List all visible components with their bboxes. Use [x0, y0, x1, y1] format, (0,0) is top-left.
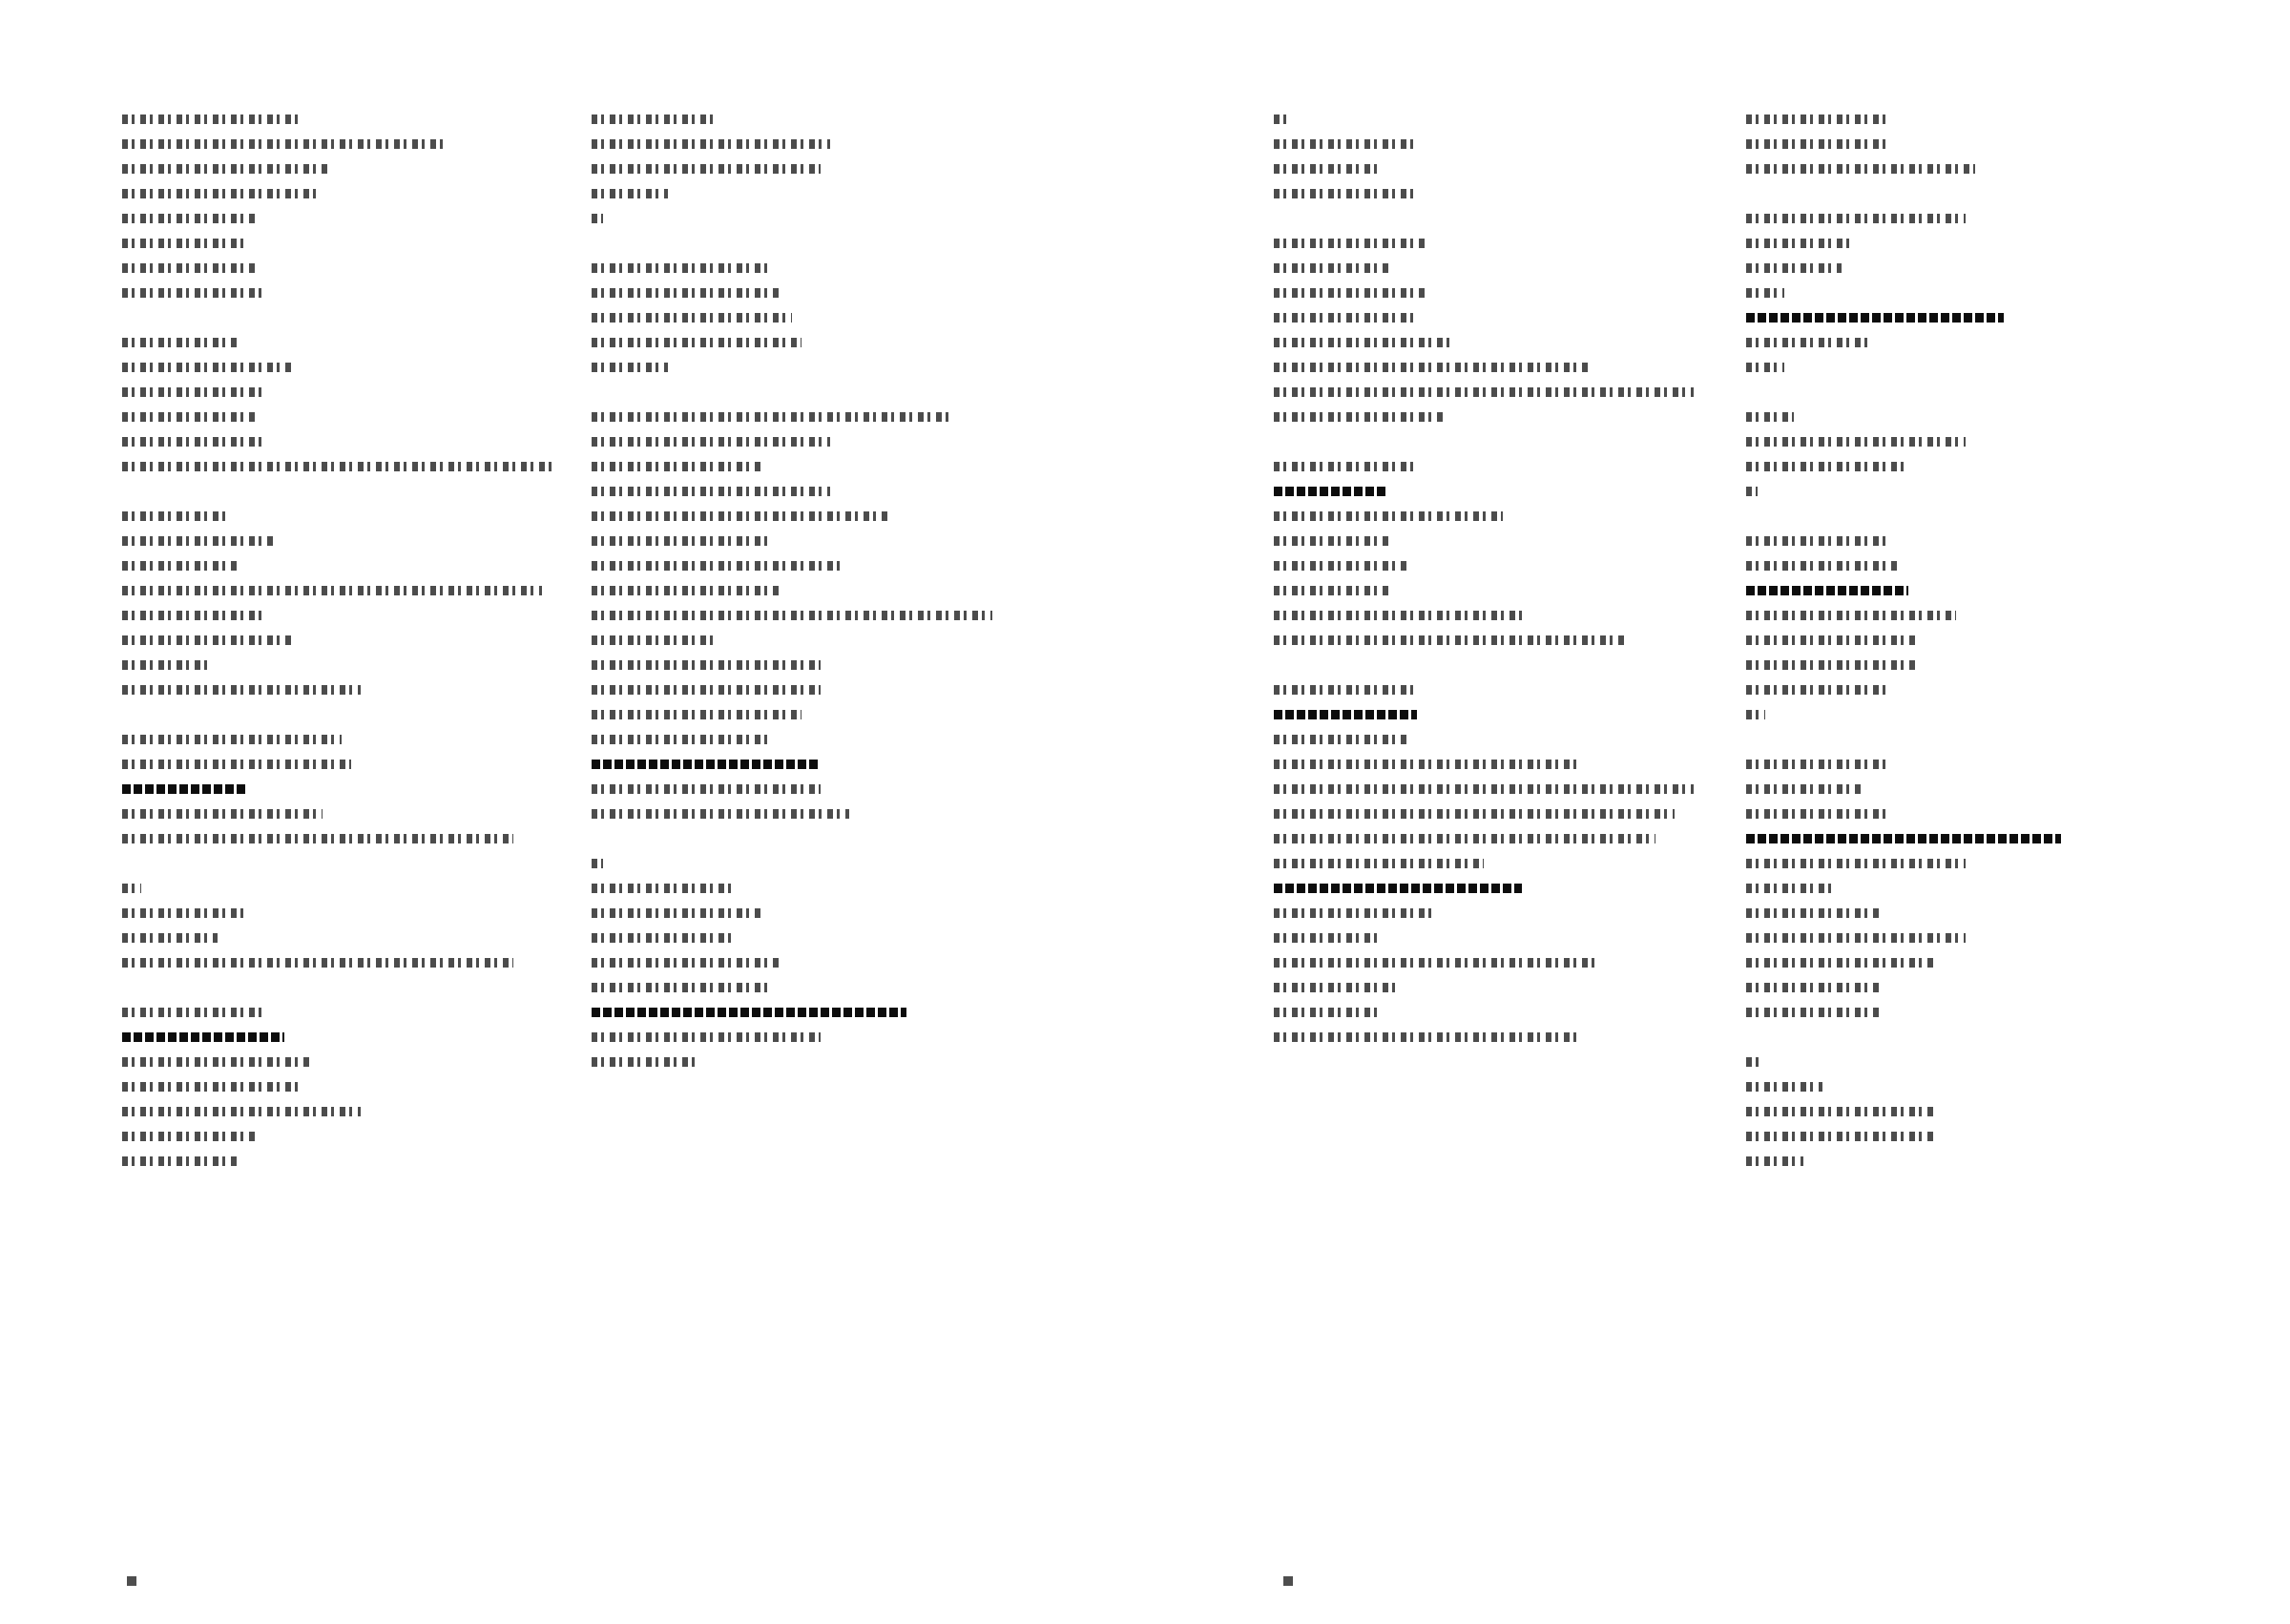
index-entry — [1746, 884, 1832, 893]
index-entry — [1274, 164, 1379, 174]
index-entry — [1746, 933, 1966, 943]
index-entry — [1746, 437, 1966, 447]
index-entry — [1274, 288, 1426, 298]
index-entry — [122, 1032, 284, 1042]
index-entry — [1274, 139, 1417, 149]
index-entry — [1274, 958, 1598, 968]
index-entry — [122, 263, 256, 273]
index-entry — [122, 1082, 303, 1092]
index-entry — [122, 586, 542, 595]
page-number — [127, 1576, 136, 1586]
index-entry — [1746, 1008, 1880, 1017]
index-entry — [122, 760, 351, 769]
index-entry — [592, 487, 830, 496]
index-entry — [1274, 338, 1455, 347]
index-entry — [122, 115, 303, 124]
index-entry — [1746, 1082, 1822, 1092]
index-entry — [122, 735, 342, 744]
index-entry — [592, 859, 603, 868]
index-entry — [1274, 412, 1446, 422]
index-entry — [1746, 710, 1765, 719]
index-entry — [122, 239, 246, 248]
index-entry — [1274, 561, 1407, 571]
index-entry — [122, 338, 237, 347]
index-entry — [1746, 115, 1889, 124]
index-entry — [1746, 363, 1784, 372]
index-entry — [592, 760, 821, 769]
index-entry — [592, 586, 782, 595]
index-entry — [122, 139, 447, 149]
right-page — [1245, 0, 2290, 1624]
index-entry — [122, 908, 246, 918]
index-entry — [1274, 685, 1417, 695]
index-entry — [122, 511, 227, 521]
index-entry — [122, 164, 327, 174]
index-entry — [592, 884, 735, 893]
index-entry — [1274, 536, 1388, 546]
index-entry — [1746, 1107, 1937, 1116]
index-entry — [1274, 1008, 1379, 1017]
index-entry — [1746, 561, 1899, 571]
index-entry — [122, 809, 323, 819]
index-entry — [592, 338, 802, 347]
index-entry — [1274, 834, 1655, 843]
index-entry — [1274, 760, 1579, 769]
index-entry — [592, 263, 773, 273]
index-entry — [1274, 511, 1503, 521]
index-entry — [122, 561, 237, 571]
index-entry — [592, 611, 992, 620]
index-entry — [592, 908, 763, 918]
index-entry — [1746, 487, 1758, 496]
index-entry — [1746, 784, 1861, 794]
index-entry — [1274, 462, 1417, 471]
index-entry — [122, 660, 208, 670]
index-entry — [1274, 363, 1589, 372]
index-entry — [1274, 487, 1388, 496]
index-entry — [1746, 139, 1889, 149]
index-entry — [1746, 1132, 1937, 1141]
index-entry — [592, 685, 821, 695]
index-entry — [1274, 189, 1417, 198]
index-entry — [592, 983, 773, 992]
running-head — [1279, 46, 1603, 63]
index-entry — [1746, 164, 1975, 174]
index-entry — [122, 189, 318, 198]
index-entry — [122, 1132, 256, 1141]
index-entry — [592, 1057, 697, 1067]
index-entry — [1274, 809, 1675, 819]
index-entry — [1274, 983, 1398, 992]
index-entry — [1746, 635, 1918, 645]
index-entry — [592, 561, 840, 571]
index-entry — [1746, 263, 1842, 273]
index-entry — [1746, 338, 1870, 347]
index-entry — [592, 735, 773, 744]
index-entry — [1746, 611, 1956, 620]
index-entry — [592, 189, 668, 198]
index-entry — [122, 611, 265, 620]
index-entry — [1746, 288, 1784, 298]
index-column-2 — [592, 115, 1040, 1082]
index-entry — [122, 462, 552, 471]
index-entry — [1746, 983, 1880, 992]
index-entry — [122, 1156, 237, 1166]
index-entry — [592, 958, 782, 968]
index-entry — [592, 437, 830, 447]
index-entry — [122, 214, 256, 223]
index-entry — [1746, 685, 1889, 695]
index-entry — [122, 437, 265, 447]
index-entry — [592, 412, 954, 422]
index-entry — [1274, 859, 1484, 868]
index-entry — [592, 809, 849, 819]
index-entry — [1274, 239, 1426, 248]
index-entry — [1746, 760, 1889, 769]
index-entry — [1274, 313, 1417, 323]
index-entry — [1746, 462, 1908, 471]
index-entry — [122, 1107, 361, 1116]
index-column-2 — [1746, 115, 2185, 1181]
index-entry — [592, 164, 821, 174]
page-number — [1283, 1576, 1293, 1586]
index-entry — [1274, 735, 1407, 744]
index-entry — [592, 536, 773, 546]
index-entry — [592, 1032, 821, 1042]
index-entry — [1746, 908, 1880, 918]
index-entry — [122, 412, 256, 422]
index-column-1 — [122, 115, 571, 1181]
index-entry — [122, 1008, 265, 1017]
index-entry — [1746, 586, 1908, 595]
index-entry — [1274, 884, 1522, 893]
index-entry — [122, 834, 513, 843]
index-entry — [1746, 809, 1889, 819]
index-entry — [122, 363, 294, 372]
index-entry — [1746, 536, 1889, 546]
index-entry — [592, 784, 821, 794]
index-entry — [592, 214, 603, 223]
index-entry — [122, 933, 218, 943]
index-entry — [592, 635, 716, 645]
index-column-1 — [1274, 115, 1713, 1057]
index-entry — [1274, 611, 1522, 620]
index-entry — [1274, 635, 1627, 645]
index-entry — [592, 462, 763, 471]
index-entry — [592, 313, 792, 323]
index-entry — [1274, 784, 1694, 794]
index-entry — [1746, 834, 2061, 843]
index-entry — [1746, 859, 1966, 868]
index-entry — [592, 933, 735, 943]
index-entry — [122, 884, 141, 893]
index-entry — [122, 288, 265, 298]
index-entry — [1746, 958, 1937, 968]
index-entry — [1274, 933, 1379, 943]
index-entry — [1746, 412, 1794, 422]
index-entry — [122, 685, 361, 695]
index-entry — [592, 363, 668, 372]
index-entry — [1274, 387, 1694, 397]
index-entry — [1274, 908, 1436, 918]
index-entry — [592, 1008, 906, 1017]
index-entry — [122, 536, 275, 546]
index-entry — [122, 387, 265, 397]
index-entry — [592, 660, 821, 670]
index-entry — [1746, 214, 1966, 223]
index-entry — [1746, 1156, 1803, 1166]
index-entry — [1274, 263, 1388, 273]
index-entry — [592, 511, 887, 521]
index-entry — [1274, 1032, 1579, 1042]
index-entry — [592, 115, 716, 124]
index-entry — [1746, 660, 1918, 670]
index-entry — [1274, 115, 1287, 124]
running-head — [124, 46, 448, 63]
index-entry — [1274, 586, 1388, 595]
index-entry — [1274, 710, 1417, 719]
index-entry — [592, 288, 782, 298]
index-entry — [122, 958, 513, 968]
index-entry — [1746, 313, 2004, 323]
index-entry — [122, 1057, 313, 1067]
index-entry — [1746, 239, 1851, 248]
index-entry — [592, 139, 830, 149]
index-entry — [122, 784, 246, 794]
index-entry — [592, 710, 802, 719]
index-entry — [122, 635, 294, 645]
index-entry — [1746, 1057, 1759, 1067]
